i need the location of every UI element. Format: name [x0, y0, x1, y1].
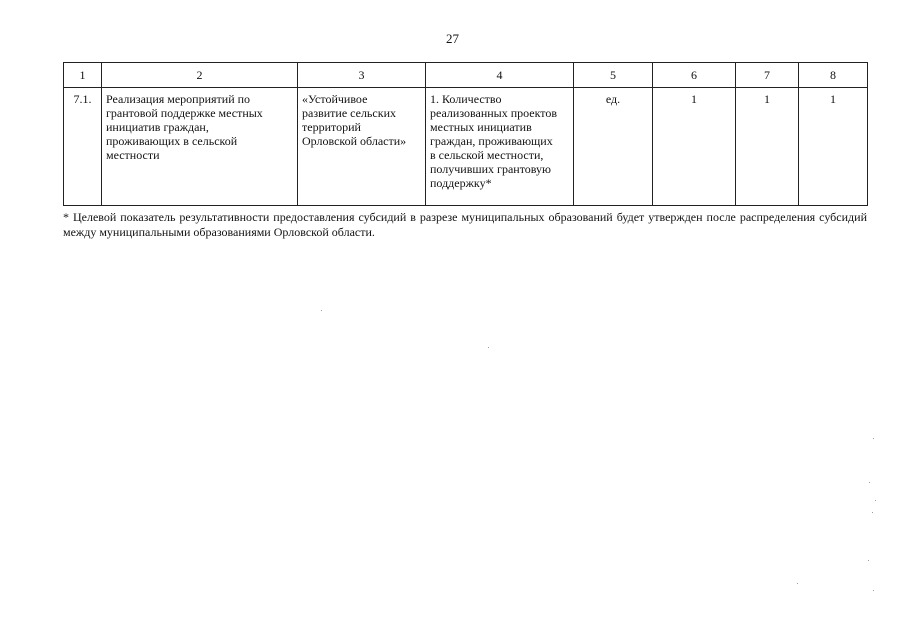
scan-speck — [488, 347, 489, 348]
value-cell-8 — [799, 88, 868, 206]
scan-speck — [797, 583, 798, 584]
table-row — [64, 88, 868, 206]
column-header: 4 — [426, 63, 574, 88]
value-col-6: 1 — [691, 92, 697, 106]
scan-speck — [875, 500, 876, 501]
scan-speck — [321, 310, 322, 311]
indicator-table — [63, 62, 868, 206]
column-header: 2 — [102, 63, 298, 88]
footnote: * Целевой показатель результативности предоставления субсидий в разрезе муниципальных образований будет утвержден после распределения субсидий между муниципальными образованиями Орловской области. — [63, 210, 867, 239]
value-col-7: 1 — [764, 92, 770, 106]
scan-speck — [873, 590, 874, 591]
indicator-name: 1. Количество реализованных проектов местных инициатив граждан, проживающих в сельской местности, получивших грантовую поддержку* — [430, 92, 558, 190]
value-cell-6 — [653, 88, 736, 206]
page-number: 27 — [446, 31, 459, 46]
row-number: 7.1. — [73, 92, 92, 106]
indicator-cell — [426, 88, 574, 206]
column-header: 7 — [736, 63, 799, 88]
column-header: 3 — [298, 63, 426, 88]
column-header: 1 — [64, 63, 102, 88]
scan-speck — [869, 482, 870, 483]
program-name: «Устойчивое развитие сельских территорий Орловской области» — [302, 92, 407, 148]
event-name: Реализация мероприятий по грантовой поддержке местных инициатив граждан, проживающих в сельской местности — [106, 92, 263, 162]
scan-speck — [873, 438, 874, 439]
row-number-cell — [64, 88, 102, 206]
event-cell — [102, 88, 298, 206]
unit-value: ед. — [605, 92, 621, 106]
value-cell-7 — [736, 88, 799, 206]
scan-speck — [868, 560, 869, 561]
column-header: 6 — [653, 63, 736, 88]
value-col-8: 1 — [830, 92, 836, 106]
column-header: 5 — [574, 63, 653, 88]
scan-speck — [872, 512, 873, 513]
table-header-row — [64, 63, 868, 88]
program-cell — [298, 88, 426, 206]
unit-cell — [574, 88, 653, 206]
column-header: 8 — [799, 63, 868, 88]
